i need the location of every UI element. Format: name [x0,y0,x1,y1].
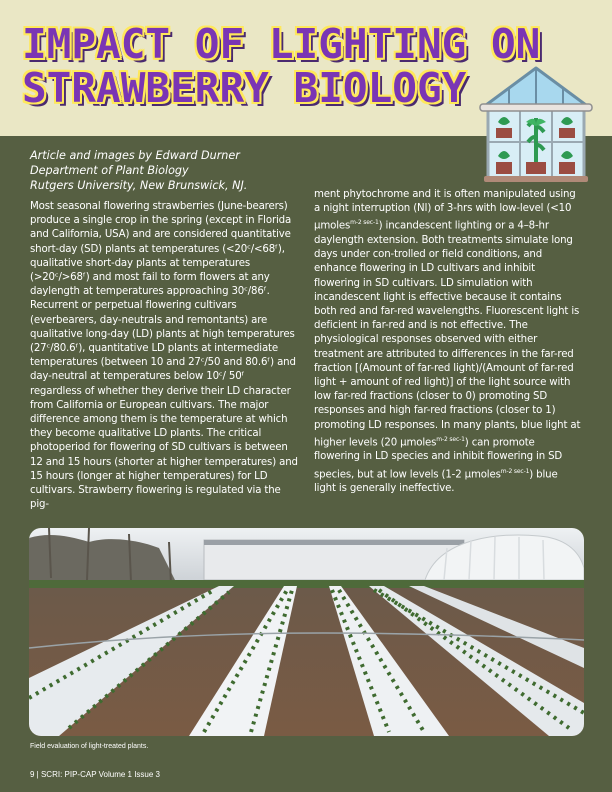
unit-superscript: m-2 sec-1 [436,435,465,443]
body-text-segment: ) can promote flowering in LD species and inhibit flowering in SD species, but at low levels (1-2 µmoles [314,437,563,481]
title-line-1: IMPACT OF LIGHTING ON [22,20,541,68]
page-footer: 9 | SCRI: PIP-CAP Volume 1 Issue 3 [30,770,160,779]
unit-superscript: m-2 sec-1 [350,219,379,227]
body-text-segment: ) incandescent lighting or a 4–8-hr daylength extension. Both treatments simulate long days under con-trolled or field conditions, and enhance flowering in LD cultivars and inhibit flowering in SD cultivars. LD simulation with incandescent light is effective because it contains both red and far-red wavelengths. Fluorescent light is deficient in far-red and is not effective. The physiological responses observed with either treatment are attributed to differences in the far-red fraction [(Amount of far-red light)/(Amount of far-red light + amount of red light)] of the light source with low far-red fractions (closer to 0) promoting SD responses and high far-red fractions (closer to 1) promoting LD responses. In many plants, blue light at higher levels (20 µmoles [314,220,581,449]
university-line: Rutgers University, New Brunswick, NJ. [30,179,248,192]
author-line: Article and images by Edward Durner [30,149,240,162]
department-line: Department of Plant Biology [30,164,189,177]
body-text-segment: ) blue light is generally ineffective. [314,469,558,495]
page-title [22,22,540,110]
body-column-left [30,200,298,512]
field-photo [29,528,584,736]
body-column-right [314,188,582,496]
body-paragraph-left: Most seasonal flowering strawberries (June-bearers) produce a single crop in the spring (except in Florida and California, USA) and are considered quantitative short-day (SD) plants at temperatures (<20ᶜ/<68ᶠ), qualitative short-day plants at temperatures (>20ᶜ/>68ᶠ) and most fail to form flowers at any daylength at temperatures approaching 30ᶜ/86ᶠ. Recurrent or perpetual flowering cultivars (everbearers, day-neutrals and remontants) are qualitative long-day (LD) plants at high temperatures (27ᶜ/80.6ᶠ), quantitative LD plants at intermediate temperatures (between 10 and 27ᶜ/50 and 80.6ᶠ) and day-neutral at temperatures below 10ᶜ/ 50ᶠ regardless of whether they derive their LD character from California or European cultivars. The major difference among them is the temperature at which they become qualitative LD plants. The critical photoperiod for flowering of SD cultivars is between 12 and 15 hours (shorter at higher temperatures) and 15 hours (longer at higher temperatures) for LD cultivars. Strawberry flowering is regulated via the pig- [30,201,298,511]
title-line-2: STRAWBERRY BIOLOGY [22,64,467,112]
author-byline [30,148,320,193]
figure-caption: Field evaluation of light-treated plants. [30,743,149,750]
unit-superscript: m-2 sec-1 [500,467,530,475]
greenhouse-icon [476,62,596,184]
body-text-segment: ment phytochrome and it is often manipulated using a night interruption (NI) of 3-hrs with low-level (<10 µmoles [314,189,576,232]
body-paragraph-right [314,188,582,496]
